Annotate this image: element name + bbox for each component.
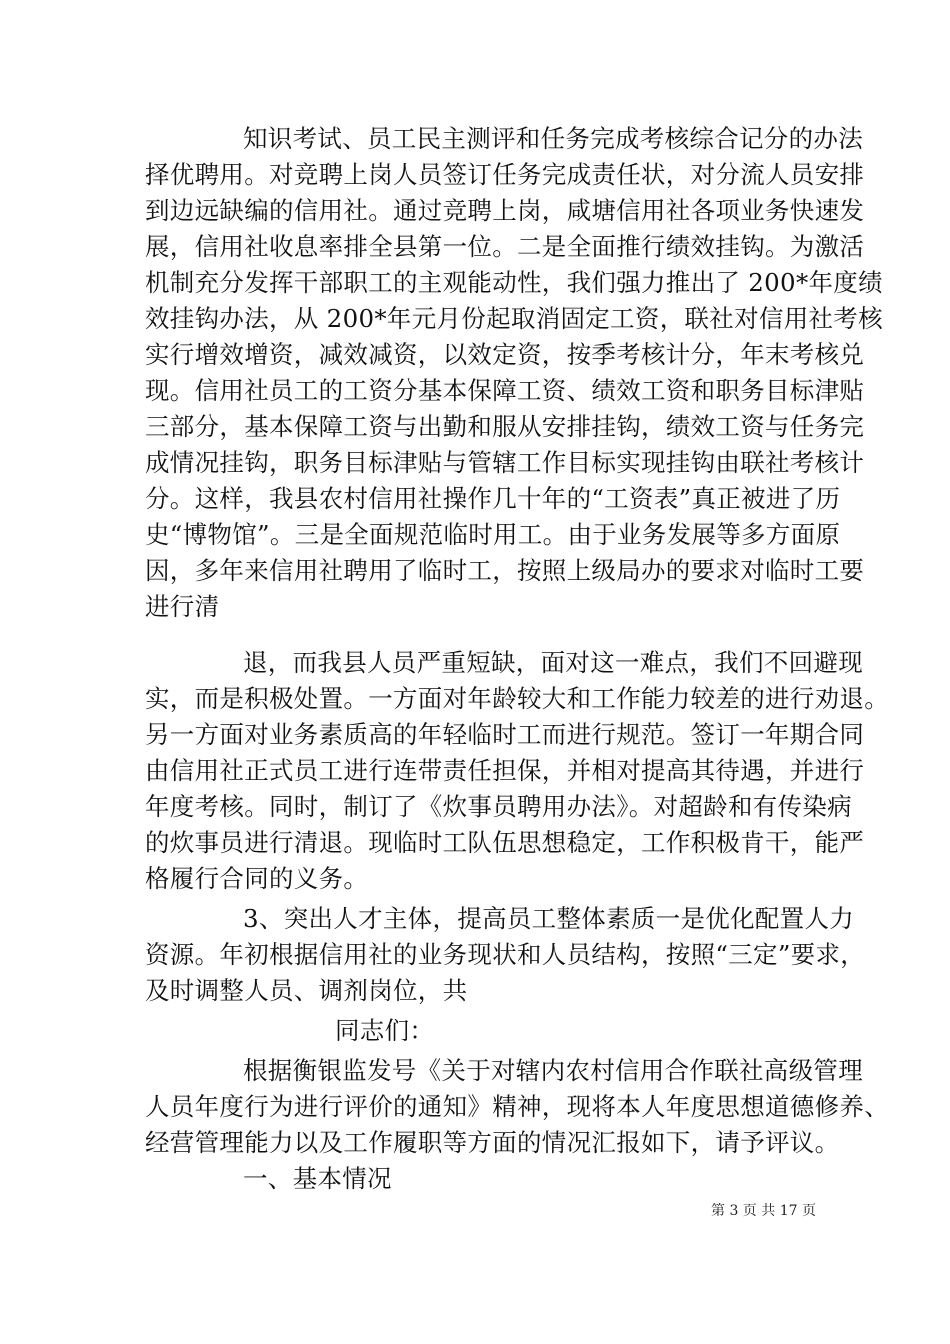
body-text-line: 三部分，基本保障工资与出勤和服从安排挂钩，绩效工资与任务完	[145, 412, 865, 441]
body-text-line: 到边远缺编的信用社。通过竞聘上岗，咸塘信用社各项业务快速发	[145, 196, 865, 225]
body-text-line: 格履行合同的义务。	[145, 864, 369, 893]
body-text-line: 机制充分发挥干部职工的主观能动性，我们强力推出了 200*年度绩	[145, 268, 883, 297]
body-text-line: 的炊事员进行清退。现临时工队伍思想稳定，工作积极肯干，能严	[145, 828, 865, 857]
body-text-line: 史“博物馆”。三是全面规范临时用工。由于业务发展等多方面原	[145, 520, 841, 549]
section-heading: 一、基本情况	[243, 1164, 392, 1193]
body-text-line: 成情况挂钩，职务目标津贴与管辖工作目标实现挂钩由联社考核计	[145, 448, 865, 477]
body-text-line: 实行增效增资，减效减资，以效定资，按季考核计分，年末考核兑	[145, 340, 865, 369]
body-text-line: 实，而是积极处置。一方面对年龄较大和工作能力较差的进行劝退。	[145, 684, 889, 713]
body-text-line: 分。这样，我县农村信用社操作几十年的“工资表”真正被进了历	[145, 484, 841, 513]
body-text-line: 退，而我县人员严重短缺，面对这一难点，我们不回避现	[243, 648, 863, 677]
salutation: 同志们：	[335, 1016, 435, 1045]
body-text-line: 效挂钩办法，从 200*年元月份起取消固定工资，联社对信用社考核	[145, 304, 883, 333]
body-text-line: 进行清	[145, 592, 220, 621]
body-text-line: 资源。年初根据信用社的业务现状和人员结构，按照“三定”要求，	[145, 940, 866, 969]
page-number-footer: 第 3 页 共 17 页	[711, 1203, 816, 1219]
body-text-line: 经营管理能力以及工作履职等方面的情况汇报如下，请予评议。	[145, 1128, 840, 1157]
body-text-line: 展，信用社收息率排全县第一位。二是全面推行绩效挂钩。为激活	[145, 232, 865, 261]
body-text-line: 知识考试、员工民主测评和任务完成考核综合记分的办法	[243, 124, 863, 153]
body-text-line: 3、突出人才主体，提高员工整体素质一是优化配置人力	[243, 904, 855, 933]
body-text-line: 现。信用社员工的工资分基本保障工资、绩效工资和职务目标津贴	[145, 376, 865, 405]
body-text-line: 根据衡银监发号《关于对辖内农村信用合作联社高级管理	[243, 1056, 863, 1085]
body-text-line: 及时调整人员、调剂岗位，共	[145, 976, 468, 1005]
body-text-line: 另一方面对业务素质高的年轻临时工而进行规范。签订一年期合同	[145, 720, 865, 749]
body-text-line: 由信用社正式员工进行连带责任担保，并相对提高其待遇，并进行	[145, 756, 865, 785]
body-text-line: 人员年度行为进行评价的通知》精神，现将本人年度思想道德修养、	[145, 1092, 889, 1121]
body-text-line: 择优聘用。对竞聘上岗人员签订任务完成责任状，对分流人员安排	[145, 160, 865, 189]
body-text-line: 年度考核。同时，制订了《炊事员聘用办法》。对超龄和有传染病	[145, 792, 852, 821]
body-text-line: 因，多年来信用社聘用了临时工，按照上级局办的要求对临时工要	[145, 556, 865, 585]
